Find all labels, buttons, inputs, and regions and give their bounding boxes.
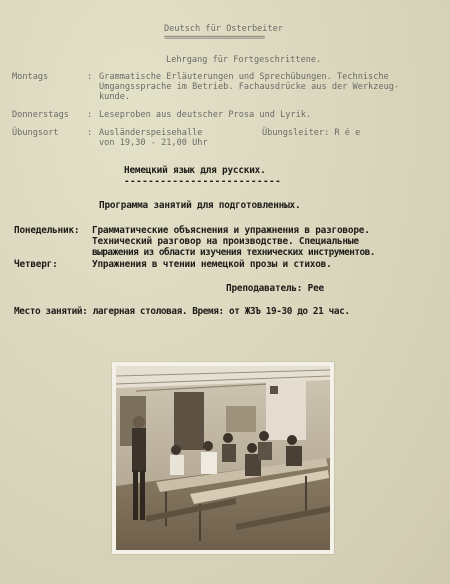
- russian-monday-line1: Грамматические объяснения и упражнения в разговоре.: [92, 225, 370, 236]
- german-place-line2: von 19,30 - 21,00 Uhr: [99, 138, 208, 148]
- russian-monday-line2: Технический разговор на производстве. Специальные: [92, 236, 359, 247]
- german-title-underline: ========================: [164, 33, 265, 43]
- german-thursday-colon: :: [87, 110, 93, 120]
- russian-monday-label: Понедельник:: [14, 225, 80, 236]
- german-monday-line1: Grammatische Erläuterungen und Sprechübungen. Technische: [99, 72, 389, 82]
- german-place-line1: Ausländerspeisehalle: [99, 128, 203, 138]
- german-place-label: Übungsort: [12, 128, 59, 138]
- russian-title: Немецкий язык для русских.: [124, 165, 266, 176]
- russian-thursday-text: Упражнения в чтении немецкой прозы и стихов.: [92, 259, 332, 270]
- german-thursday-text: Leseproben aus deutscher Prosa und Lyrik.: [99, 110, 312, 120]
- classroom-photo: [112, 362, 334, 554]
- german-course-heading: Lehrgang für Fortgeschrittene.: [166, 55, 322, 65]
- german-monday-colon: :: [87, 72, 93, 82]
- russian-teacher: Преподаватель: Рее: [226, 283, 324, 294]
- classroom-photo-image: [116, 366, 330, 550]
- german-monday-line3: kunde.: [99, 92, 131, 102]
- russian-program-heading: Программа занятий для подготовленных.: [99, 200, 301, 211]
- russian-title-underline: --------------------------: [124, 176, 282, 187]
- german-place-colon: :: [87, 128, 93, 138]
- german-monday-line2: Umgangssprache im Betrieb. Fachausdrücke aus der Werkzeug-: [99, 82, 400, 92]
- russian-monday-line3: выражения из области изучения технических инструментов.: [92, 247, 375, 258]
- russian-place-time: Место занятий: лагерная столовая. Время: от ЖЗЪ 19-30 до 21 час.: [14, 306, 350, 317]
- german-instructor: Übungsleiter: R é e: [262, 128, 361, 138]
- russian-thursday-label: Четверг:: [14, 259, 58, 270]
- german-title: Deutsch für Osterbeiter: [164, 24, 283, 34]
- german-monday-label: Montags: [12, 72, 49, 82]
- german-thursday-label: Donnerstags: [12, 110, 69, 120]
